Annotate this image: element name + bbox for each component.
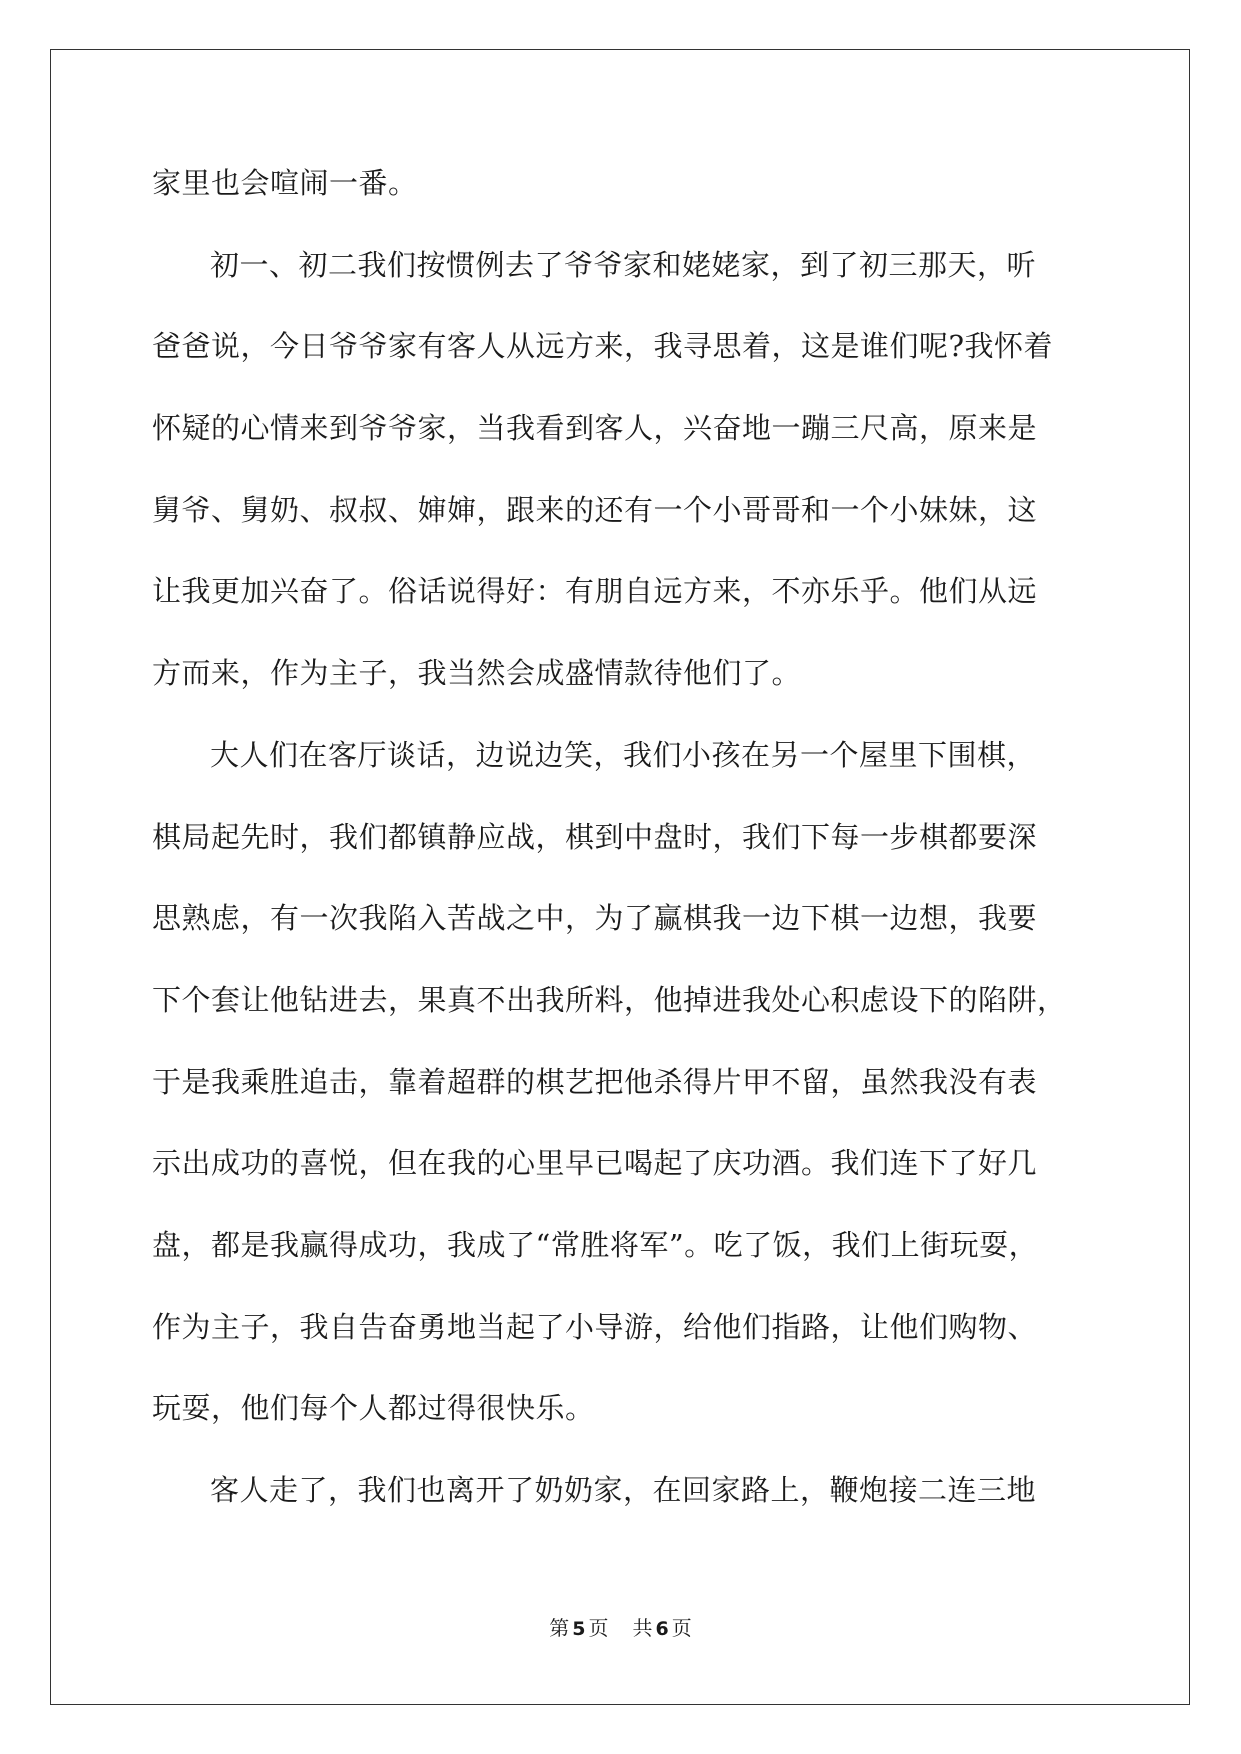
text-line: 棋局起先时，我们都镇静应战，棋到中盘时，我们下每一步棋都要深 (152, 819, 1038, 854)
page-suffix: 页 (588, 1616, 609, 1640)
text-line: 作为主子，我自告奋勇地当起了小导游，给他们指路，让他们购物、 (152, 1309, 1038, 1344)
text-line: 下个套让他钻进去，果真不出我所料，他掉进我处心积虑设下的陷阱， (152, 982, 1067, 1017)
text-line: 方而来，作为主子，我当然会成盛情款待他们了。 (152, 656, 802, 691)
page-footer (0, 1612, 1241, 1641)
text-line: 示出成功的喜悦，但在我的心里早已喝起了庆功酒。我们连下了好几 (152, 1146, 1038, 1181)
text-line: 盘，都是我赢得成功，我成了“常胜将军”。吃了饭，我们上街玩耍， (152, 1227, 1039, 1262)
text-line: 怀疑的心情来到爷爷家，当我看到客人，兴奋地一蹦三尺高，原来是 (152, 411, 1038, 446)
text-line: 初一、初二我们按惯例去了爷爷家和姥姥家，到了初三那天，听 (210, 247, 1037, 282)
text-line: 于是我乘胜追击，靠着超群的棋艺把他杀得片甲不留，虽然我没有表 (152, 1064, 1038, 1099)
text-line: 客人走了，我们也离开了奶奶家，在回家路上，鞭炮接二连三地 (210, 1473, 1037, 1507)
total-suffix: 页 (671, 1616, 692, 1640)
page-current: 5 (572, 1618, 586, 1640)
text-line: 爸爸说，今日爷爷家有客人从远方来，我寻思着，这是谁们呢?我怀着 (152, 329, 1054, 364)
total-prefix: 共 (632, 1616, 653, 1640)
text-line: 家里也会喧闹一番。 (152, 166, 418, 200)
document-body (152, 164, 1092, 1553)
text-line: 舅爷、舅奶、叔叔、婶婶，跟来的还有一个小哥哥和一个小妹妹，这 (152, 492, 1038, 527)
page-prefix: 第 (549, 1616, 570, 1640)
page-total: 6 (655, 1618, 669, 1640)
text-line: 玩耍，他们每个人都过得很快乐。 (152, 1391, 595, 1426)
text-line: 让我更加兴奋了。俗话说得好：有朋自远方来，不亦乐乎。他们从远 (152, 574, 1038, 609)
text-line: 思熟虑，有一次我陷入苦战之中，为了赢棋我一边下棋一边想，我要 (152, 901, 1038, 936)
text-line: 大人们在客厅谈话，边说边笑，我们小孩在另一个屋里下围棋， (210, 737, 1037, 772)
